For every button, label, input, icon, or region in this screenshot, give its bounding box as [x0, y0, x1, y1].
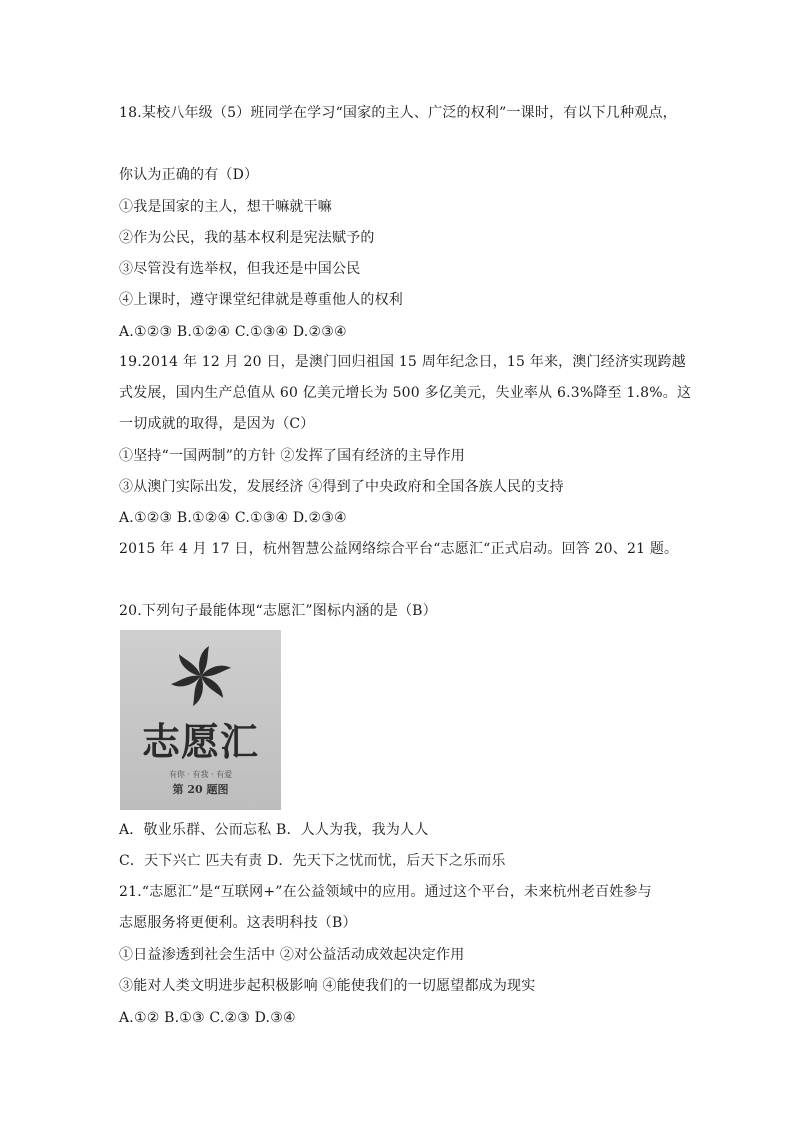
q19-items-line-2: ③从澳门实际出发，发展经济 ④得到了中央政府和全国各族人民的支持 — [119, 479, 564, 495]
q21-items-line-1: ①日益渗透到社会生活中 ②对公益活动成效起决定作用 — [119, 947, 465, 963]
q18-item-2: ②作为公民，我的基本权利是宪法赋予的 — [119, 230, 375, 246]
q21-items-line-2: ③能对人类文明进步起积极影响 ④能使我们的一切愿望都成为现实 — [119, 978, 536, 994]
q21-stem-line-2: 志愿服务将更便利。这表明科技（B） — [119, 915, 357, 931]
q20-options-line-2: C．天下兴亡 匹夫有责 D．先天下之忧而忧，后天下之乐而乐 — [119, 853, 506, 869]
q19-stem-line-2: 式发展，国内生产总值从 60 亿美元增长为 500 多亿美元，失业率从 6.3%降至 1.8%。这 — [119, 385, 692, 401]
q19-items-line-1: ①坚持“一国两制”的方针 ②发挥了国有经济的主导作用 — [119, 448, 465, 464]
q18-stem-line-2: 你认为正确的有（D） — [119, 167, 259, 183]
logo-title: 志愿汇 — [141, 720, 259, 764]
q19-stem-line-3: 一切成就的取得，是因为（C） — [119, 416, 315, 432]
logo-subtitle: 有你 · 有我 · 有爱 — [168, 770, 233, 779]
q19-options: A.①②③ B.①②④ C.①③④ D.②③④ — [119, 510, 347, 526]
q18-item-3: ③尽管没有选举权，但我还是中国公民 — [119, 261, 361, 277]
q18-stem-line-1: 18.某校八年级（5）班同学在学习“国家的主人、广泛的权利”一课时，有以下几种观点， — [119, 105, 677, 121]
q21-stem-line-1: 21.“志愿汇”是“互联网+”在公益领域中的应用。通过这个平台，未来杭州老百姓参与 — [119, 884, 652, 900]
q18-options: A.①②③ B.①②④ C.①③④ D.②③④ — [119, 324, 347, 340]
q18-item-4: ④上课时，遵守课堂纪律就是尊重他人的权利 — [119, 292, 403, 308]
shared-intro: 2015 年 4 月 17 日，杭州智慧公益网络综合平台“志愿汇“正式启动。回答 20、21 题。 — [119, 541, 679, 557]
pinwheel-flower-icon — [170, 640, 232, 710]
volunteer-logo-image — [120, 630, 281, 810]
q20-options-line-1: A．敬业乐群、公而忘私 B．人人为我，我为人人 — [119, 822, 429, 838]
q19-stem-line-1: 19.2014 年 12 月 20 日，是澳门回归祖国 15 周年纪念日，15 年来，澳门经济实现跨越 — [119, 354, 686, 370]
logo-caption: 第 20 题图 — [172, 783, 229, 796]
q21-options: A.①② B.①③ C.②③ D.③④ — [119, 1010, 296, 1026]
q18-item-1: ①我是国家的主人，想干嘛就干嘛 — [119, 199, 332, 215]
q20-stem: 20.下列句子最能体现“志愿汇”图标内涵的是（B） — [119, 603, 437, 619]
